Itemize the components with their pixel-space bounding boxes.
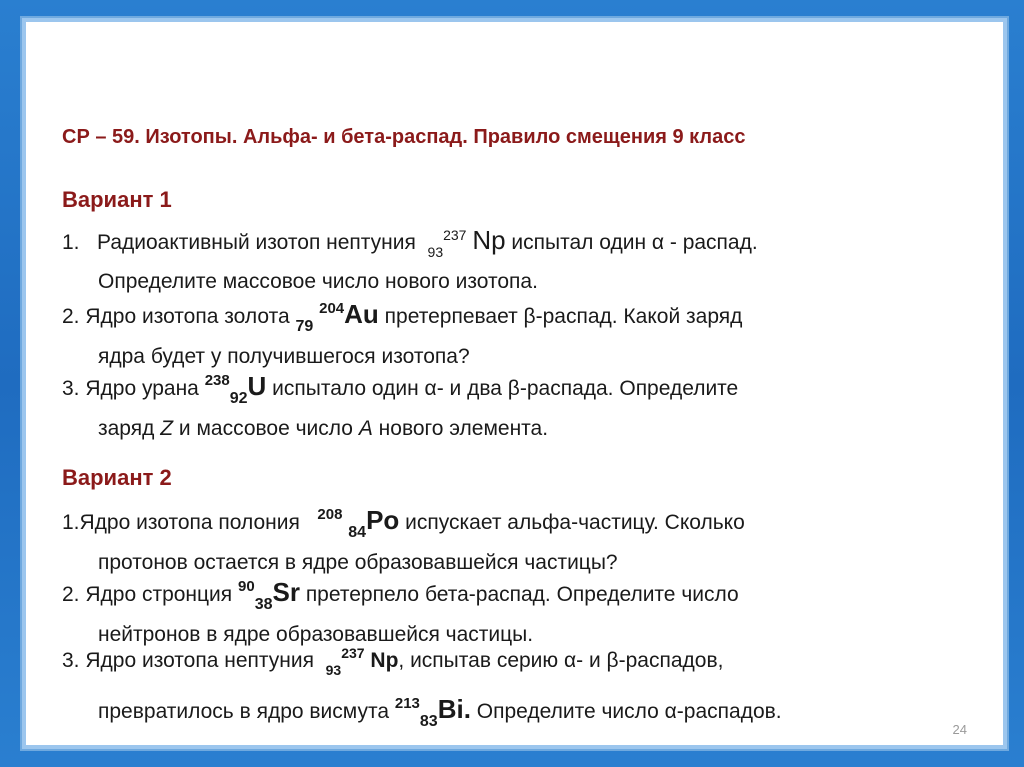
element-symbol: Bi. (437, 694, 471, 724)
atomic-number: 92 (229, 390, 248, 407)
variant-2-heading: Вариант 2 (62, 465, 172, 490)
mass-number: 204 (319, 300, 345, 317)
v2-task-3: 3. Ядро изотопа нептуния $_{93}^{237}$ Np, испытав серию α- и β-распадов, превратилось в ядро висмута $^{213}_{83}$Bi. Определите число α-распадов. (62, 645, 782, 730)
atomic-number: 79 (295, 318, 314, 335)
element-symbol: Sr (272, 577, 300, 607)
element-symbol: Po (366, 505, 400, 535)
element-symbol: Np (370, 649, 399, 672)
mass-number: 208 (317, 506, 343, 523)
mass-number: 213 (394, 695, 420, 712)
mass-number: 90 (238, 578, 255, 595)
element-symbol: Np (472, 225, 506, 255)
page-title: СР – 59. Изотопы. Альфа- и бета-распад. Правило смещения 9 класс (62, 126, 746, 148)
variant-1-heading: Вариант 1 (62, 187, 172, 212)
atomic-number: 38 (254, 596, 273, 613)
v1-task-1: 1. Радиоактивный изотоп нептуния $_{93}^{237}$ Np испытал один α - распад. Определите массовое число нового изотопа. (62, 225, 758, 293)
slide (22, 18, 1007, 749)
v2-task-1: 1.Ядро изотопа полония $^{208}$ $_{84}$Po испускает альфа-частицу. Сколько протонов остается в ядре образовавшейся частицы? (62, 505, 745, 574)
v1-task-3: 3. Ядро урана $^{238}_{92}$U испытало один α- и два β-распада. Определите заряд Z и массовое число A нового элемента. (62, 371, 739, 440)
page-number: 24 (952, 722, 967, 737)
atomic-number: 93 (427, 244, 444, 260)
atomic-number: 83 (419, 713, 438, 730)
mass-number: 237 (341, 645, 365, 661)
atomic-number: 84 (348, 524, 367, 541)
element-symbol: U (247, 371, 267, 401)
mass-number: 237 (443, 227, 467, 243)
mass-number: 238 (204, 372, 230, 389)
element-symbol: Au (344, 299, 379, 329)
v2-task-2: 2. Ядро стронция $^{90}_{38}$Sr претерпело бета-распад. Определите число нейтронов в ядре образовавшейся частицы. (62, 577, 739, 646)
v1-task-2: 2. Ядро изотопа золота $_{79}$ $^{204}$Au претерпевает β-распад. Какой заряд ядра будет у получившегося изотопа? (62, 299, 743, 368)
atomic-number: 93 (325, 662, 342, 678)
